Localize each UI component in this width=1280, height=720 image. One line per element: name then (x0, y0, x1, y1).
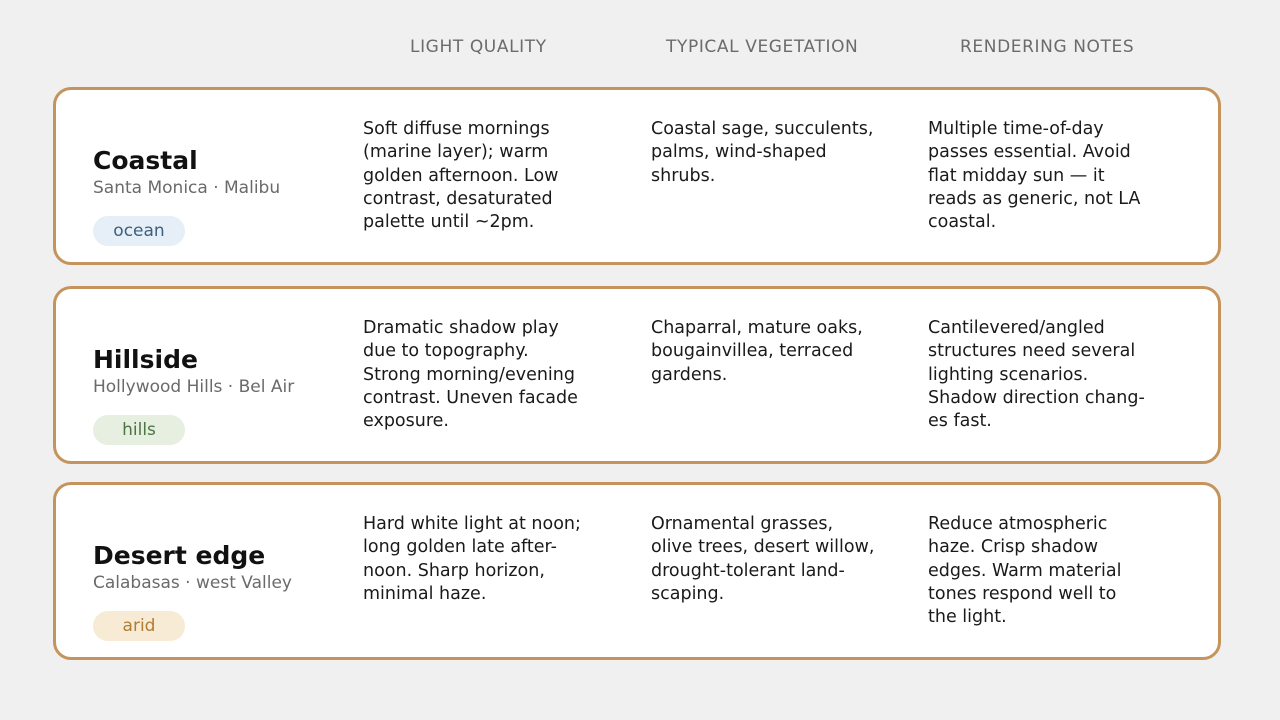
vegetation-cell: Coastal sage, succulents, palms, wind-shaped shrubs. (651, 119, 874, 186)
zone-card-coastal (53, 87, 1221, 265)
light-quality-cell: Dramatic shadow play due to topography. Strong morning/evening contrast. Uneven facade exposure. (363, 318, 578, 432)
column-header-light-quality: LIGHT QUALITY (410, 37, 547, 57)
light-quality-cell: Hard white light at noon; long golden late after- noon. Sharp horizon, minimal haze. (363, 514, 581, 604)
vegetation-cell: Chaparral, mature oaks, bougainvillea, terraced gardens. (651, 318, 863, 385)
zone-areas: Calabasas · west Valley (93, 573, 292, 593)
column-header-rendering-notes: RENDERING NOTES (960, 37, 1135, 57)
zone-card-hillside (53, 286, 1221, 464)
zone-tag: hills (93, 415, 185, 445)
zone-tag: arid (93, 611, 185, 641)
rendering-notes-cell: Multiple time-of-day passes essential. Avoid flat midday sun — it reads as generic, not LA coastal. (928, 119, 1141, 233)
rendering-notes-cell: Reduce atmospheric haze. Crisp shadow edges. Warm material tones respond well to the light. (928, 514, 1122, 628)
column-header-typical-vegetation: TYPICAL VEGETATION (666, 37, 859, 57)
light-quality-cell: Soft diffuse mornings (marine layer); warm golden afternoon. Low contrast, desaturated palette until ~2pm. (363, 119, 559, 233)
zone-card-desert-edge (53, 482, 1221, 660)
vegetation-cell: Ornamental grasses, olive trees, desert willow, drought-tolerant land- scaping. (651, 514, 875, 604)
zone-areas: Hollywood Hills · Bel Air (93, 377, 295, 397)
zone-areas: Santa Monica · Malibu (93, 178, 281, 198)
zone-name: Desert edge (93, 541, 266, 570)
rendering-notes-cell: Cantilevered/angled structures need several lighting scenarios. Shadow direction chang- es fast. (928, 318, 1145, 432)
zone-tag: ocean (93, 216, 185, 246)
zone-name: Hillside (93, 345, 198, 374)
zone-name: Coastal (93, 146, 198, 175)
